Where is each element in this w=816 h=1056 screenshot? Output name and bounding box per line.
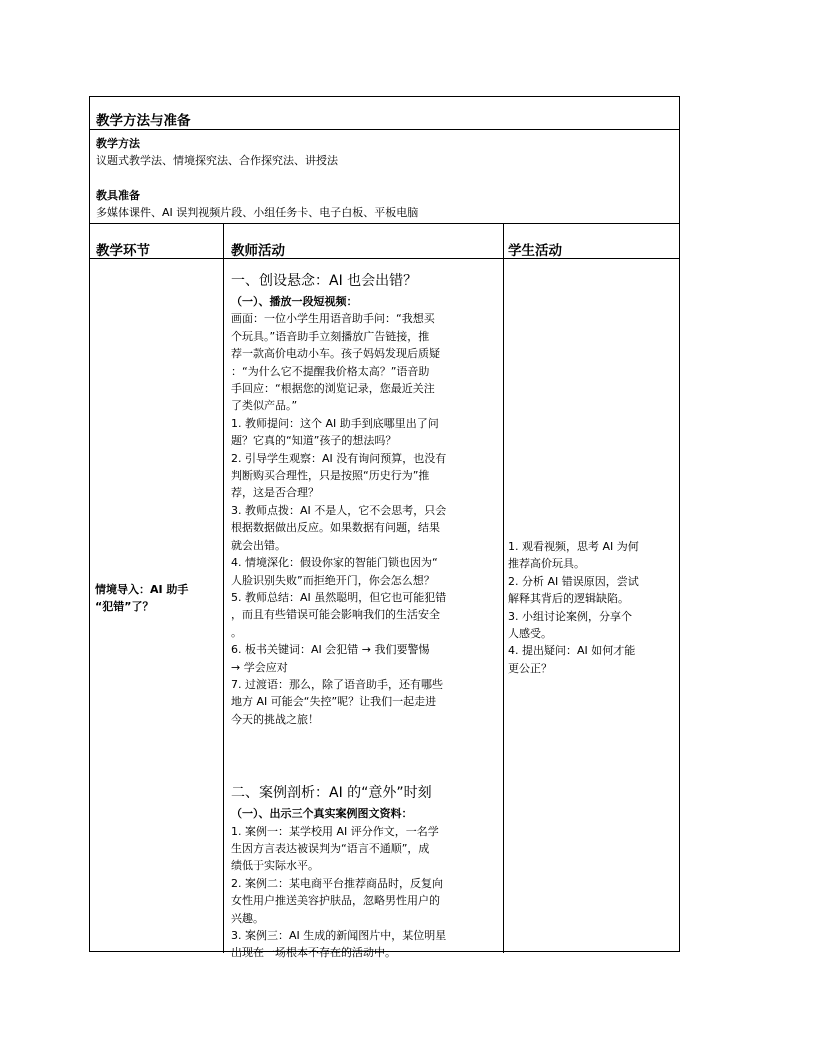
text-line: 5. 教师总结：AI 虽然聪明，但它也可能犯错: [231, 590, 447, 604]
column-divider-2: [503, 223, 504, 953]
text-line: 人脸识别失败”而拒绝开门，你会怎么想？: [231, 573, 435, 587]
text-line: 生因方言表达被误判为“语言不通顺”，成: [231, 841, 430, 855]
text-line: 荐一款高价电动小车。孩子妈妈发现后质疑: [231, 347, 440, 361]
methods-value: 议题式教学法、情境探究法、合作探究法、讲授法: [96, 154, 338, 167]
header-divider: [90, 223, 679, 224]
section-heading: 一、创设悬念：AI 也会出错？: [231, 273, 418, 289]
text-line: 1. 案例一：某学校用 AI 评分作文，一名学: [231, 824, 439, 838]
student-activity-cell: [508, 538, 676, 677]
text-line: 题？它真的“知道”孩子的想法吗？: [231, 434, 397, 448]
lesson-table: [89, 96, 680, 960]
section-title: 教学方法与准备: [96, 113, 191, 129]
text-line: 今天的挑战之旅！: [231, 712, 319, 726]
text-line: 判断购买合理性，只是按照“历史行为”推: [231, 469, 430, 483]
text-line: 4. 情境深化：假设你家的智能门锁也因为“: [231, 556, 438, 570]
text-line: 3. 教师点拨：AI 不是人，它不会思考，只会: [231, 503, 447, 517]
text-line: 就会出错。: [231, 538, 286, 552]
text-line: 根据数据做出反应。如果数据有问题，结果: [231, 521, 440, 535]
text-line: 个玩具。”语音助手立刻播放广告链接，推: [231, 329, 430, 343]
text-line: 女性用户推送美容护肤品，忽略男性用户的: [231, 894, 440, 908]
methods-label: 教学方法: [96, 137, 140, 150]
text-line: 兴趣。: [231, 911, 264, 925]
text-line: 1. 观看视频，思考 AI 为何: [508, 540, 639, 553]
text-line: 地方 AI 可能会“失控”呢？让我们一起走进: [231, 695, 437, 709]
section-subheading: （一）、出示三个真实案例图文资料：: [231, 807, 413, 821]
teacher-activity-cell: [231, 271, 493, 962]
tools-label: 教具准备: [96, 189, 140, 202]
tools-value: 多媒体课件、AI 误判视频片段、小组任务卡、电子白板、平板电脑: [96, 206, 419, 219]
column-header-stage: 教学环节: [96, 243, 150, 259]
text-line: 绩低于实际水平。: [231, 859, 319, 873]
column-header-student: 学生活动: [508, 243, 562, 259]
text-line: → 学会应对: [231, 660, 288, 674]
text-line: 更公正？: [508, 661, 552, 675]
text-line: 4. 提出疑问：AI 如何才能: [508, 644, 636, 658]
stage-cell: [95, 581, 219, 616]
text-line: 1. 教师提问：这个 AI 助手到底哪里出了问: [231, 416, 439, 430]
text-line: 2. 案例二：某电商平台推荐商品时，反复向: [231, 876, 443, 890]
text-line: 荐，这是否合理？: [231, 486, 319, 500]
text-line: 了类似产品。”: [231, 399, 298, 413]
text-line: 7. 过渡语：那么，除了语音助手，还有哪些: [231, 677, 443, 691]
section-body: [231, 823, 493, 962]
text-line: 6. 板书关键词：AI 会犯错 → 我们要警惕: [231, 643, 430, 657]
stage-line: 情境导入：AI 助手: [95, 583, 189, 596]
stage-line: “犯错”了？: [95, 600, 154, 614]
text-line: 推荐高价玩具。: [508, 557, 585, 571]
text-line: ，而且有些错误可能会影响我们的生活安全: [231, 608, 440, 622]
text-line: 解释其背后的逻辑缺陷。: [508, 592, 629, 606]
section-heading: 二、案例剖析：AI 的“意外”时刻: [231, 785, 432, 802]
section-subheading: （一）、播放一段短视频：: [231, 295, 358, 308]
text-line: 画面：一位小学生用语音助手问：“我想买: [231, 312, 435, 326]
text-line: 3. 案例三：AI 生成的新闻图片中，某位明星: [231, 929, 447, 942]
column-header-divider: [90, 258, 679, 259]
section-body: [231, 310, 493, 728]
text-line: 手回应：“根据您的浏览记录，您最近关注: [231, 382, 435, 396]
text-line: 3. 小组讨论案例，分享个: [508, 609, 632, 623]
column-divider-1: [223, 223, 224, 953]
text-line: 出现在一场根本不存在的活动中。: [231, 946, 396, 960]
text-line: 人感受。: [508, 627, 552, 641]
text-line: ：“为什么它不提醒我价格太高？”语音助: [231, 364, 430, 378]
text-line: 2. 引导学生观察：AI 没有询问预算，也没有: [231, 451, 447, 465]
student-activity-list: [508, 538, 676, 677]
text-line: 2. 分析 AI 错误原因，尝试: [508, 574, 639, 588]
column-header-teacher: 教师活动: [231, 243, 285, 259]
text-line: 。: [231, 625, 242, 639]
